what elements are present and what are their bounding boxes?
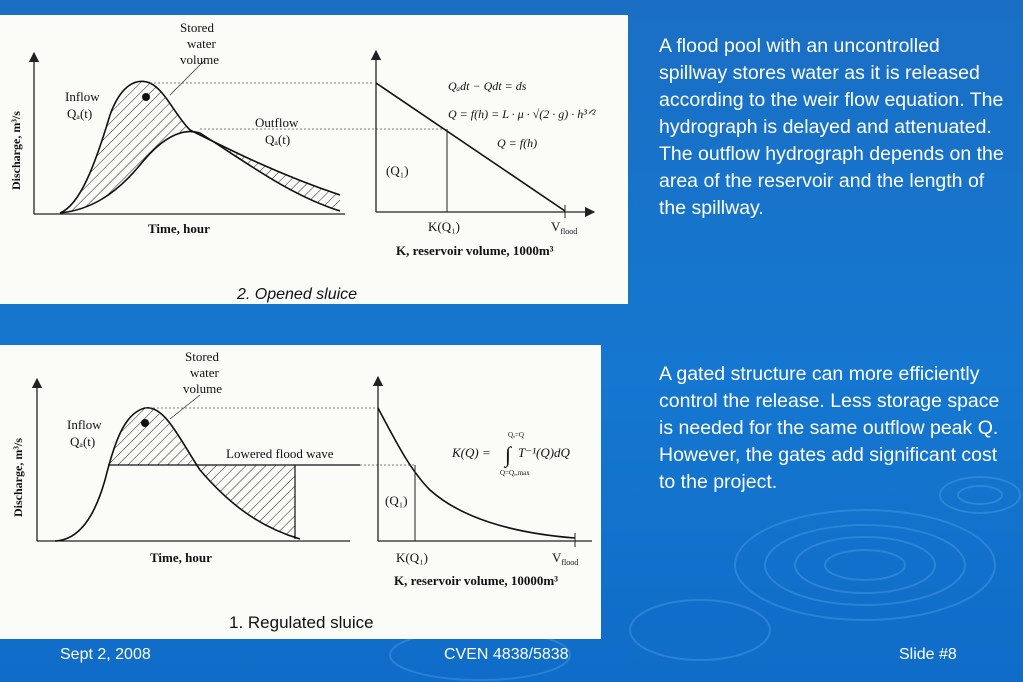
equation-lhs: K(Q) =	[452, 445, 491, 460]
regulated-sluice-description: A gated structure can more efficiently control the release. Less storage space is needed for the same outflow peak Q. However, the gates add significant cost to the project.	[659, 363, 1000, 493]
equation-integral-sign: ∫	[505, 442, 512, 467]
kq1-label: K(Q₁)	[396, 550, 428, 565]
right-x-axis-label: K, reservoir volume, 10000m³	[394, 573, 559, 588]
q1-label: (Q₁)	[386, 163, 409, 178]
left-x-axis-label: Time, hour	[148, 221, 210, 236]
stored-volume-hatch	[110, 408, 195, 465]
stored-label-1: Stored	[180, 20, 214, 35]
left-y-axis-label: Discharge, m³/s	[11, 438, 25, 517]
right-x-axis-label: K, reservoir volume, 1000m³	[396, 243, 554, 258]
footer-date: Sept 2, 2008	[60, 646, 151, 663]
inflow-label: Inflow	[65, 89, 100, 104]
footer-course: CVEN 4838/5838	[444, 646, 569, 663]
stored-label-2: water	[187, 36, 216, 51]
storage-discharge-curve	[378, 408, 575, 538]
q1-label: (Q₁)	[385, 493, 408, 508]
inflow-symbol: Qₐ(t)	[70, 434, 96, 449]
equation-integrand: T⁻¹(Q)dQ	[518, 445, 570, 460]
vflood-label: $V_{flood}$	[552, 550, 579, 567]
figure-caption: 2. Opened sluice	[237, 286, 358, 303]
regulated-sluice-figure	[0, 345, 601, 639]
kq1-label: K(Q₁)	[428, 219, 460, 234]
stored-label-1: Stored	[185, 349, 219, 364]
footer-slide-number: Slide #8	[899, 646, 957, 663]
equation-upper-limit: Qₐ=Q	[508, 431, 524, 439]
equation-q-fh: Q = f(h)	[497, 136, 538, 150]
opened-sluice-description: A flood pool with an uncontrolled spillway stores water as it is released according to the weir flow equation. The hydrograph is delayed and attenuated. The outflow hydrograph depends on the area of the reservoir and the length of the spillway.	[659, 35, 1004, 219]
figure-caption: 1. Regulated sluice	[229, 613, 374, 632]
equation-weir: Q = f(h) = L · μ · √(2 · g) · h³ᐟ²	[448, 107, 596, 121]
inflow-label: Inflow	[67, 417, 102, 432]
stored-volume-dot	[141, 419, 149, 427]
stored-volume-hatch-2	[195, 465, 295, 538]
outflow-label: Outflow	[255, 115, 299, 130]
left-y-axis-label: Discharge, m³/s	[9, 111, 23, 190]
stored-label-3: volume	[183, 381, 222, 396]
left-x-axis-label: Time, hour	[150, 550, 212, 565]
opened-sluice-figure	[0, 15, 628, 304]
stored-label-3: volume	[180, 52, 219, 67]
equation-mass-balance: Qₐdt − Qdt = ds	[448, 79, 527, 93]
outflow-symbol: Qₐ(t)	[265, 132, 291, 147]
lowered-flood-wave-label: Lowered flood wave	[226, 446, 334, 461]
inflow-symbol: Qₐ(t)	[67, 106, 93, 121]
vflood-label: $V_{flood}$	[551, 219, 578, 236]
equation-lower-limit: Q=Qₐ,max	[500, 469, 530, 477]
stored-volume-dot	[142, 93, 150, 101]
stored-label-2: water	[190, 365, 219, 380]
